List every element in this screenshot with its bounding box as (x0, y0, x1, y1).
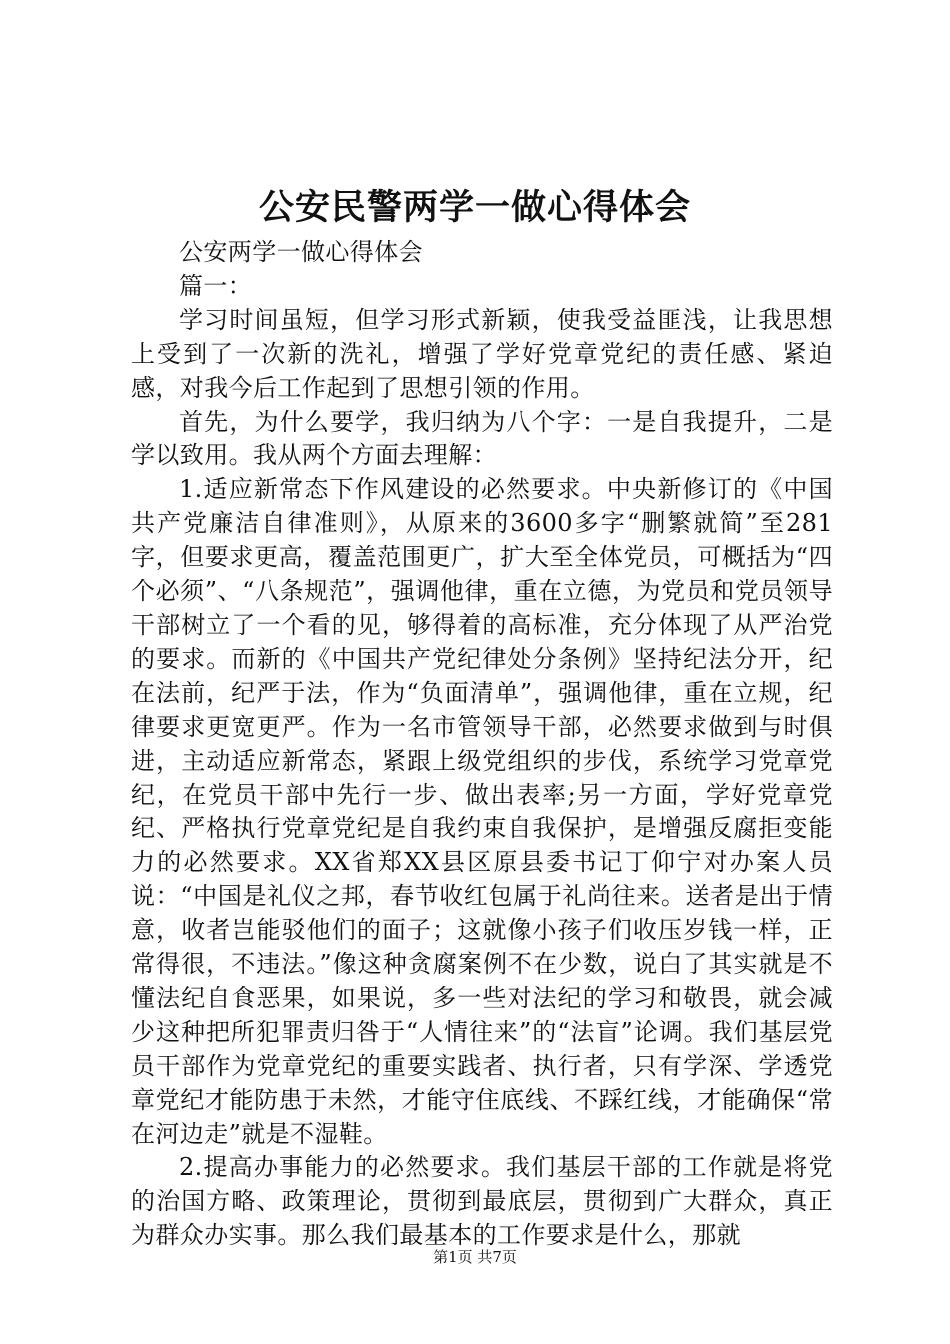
body-paragraph-point-2: 2.提高办事能力的必然要求。我们基层干部的工作就是将党的治国方略、政策理论，贯彻到最底层，贯彻到广大群众，真正为群众办实事。那么我们最基本的工作要求是什么，那就 (131, 1153, 833, 1250)
body-paragraph-subtitle: 公安两学一做心得体会 (179, 238, 423, 266)
body-paragraph-section-label: 篇一： (179, 271, 253, 300)
body-paragraph-why-learn: 首先，为什么要学，我归纳为八个字：一是自我提升，二是学以致用。我从两个方面去理解： (131, 407, 833, 470)
page-footer: 第1页 共7页 (433, 1248, 517, 1266)
body-paragraph-intro: 学习时间虽短，但学习形式新颖，使我受益匪浅，让我思想上受到了一次新的洗礼，增强了学好党章党纪的责任感、紧迫感，对我今后工作起到了思想引领的作用。 (131, 305, 833, 402)
body-paragraph-point-1: 1.适应新常态下作风建设的必然要求。中央新修订的《中国共产党廉洁自律准则》，从原来的3600多字“删繁就简”至281字，但要求更高，覆盖范围更广，扩大至全体党员，可概括为“四个必须”、“八条规范”，强调他律，重在立德，为党员和党员领导干部树立了一个看的见，够得着的高标准，充分体现了从严治党的要求。而新的《中国共产党纪律处分条例》坚持纪法分开，纪在法前，纪严于法，作为“负面清单”，强调他律，重在立规，纪律要求更宽更严。作为一名市管领导干部，必然要求做到与时俱进，主动适应新常态，紧跟上级党组织的步伐，系统学习党章党纪，在党员干部中先行一步、做出表率;另一方面，学好党章党纪、严格执行党章党纪是自我约束自我保护，是增强反腐拒变能力的必然要求。XX省郑XX县区原县委书记丁仰宁对办案人员说：“中国是礼仪之邦，春节收红包属于礼尚往来。送者是出于情意，收者岂能驳他们的面子；这就像小孩子们收压岁钱一样，正常得很，不违法。”像这种贪腐案例不在少数，说白了其实就是不懂法纪自食恶果，如果说，多一些对法纪的学习和敬畏，就会减少这种把所犯罪责归咎于“人情往来”的“法盲”论调。我们基层党员干部作为党章党纪的重要实践者、执行者，只有学深、学透党章党纪才能防患于未然，才能守住底线、不踩红线，才能确保“常在河边走”就是不湿鞋。 (131, 475, 833, 1148)
document-body (131, 236, 833, 1253)
document-title: 公安民警两学一做心得体会 (258, 187, 691, 228)
